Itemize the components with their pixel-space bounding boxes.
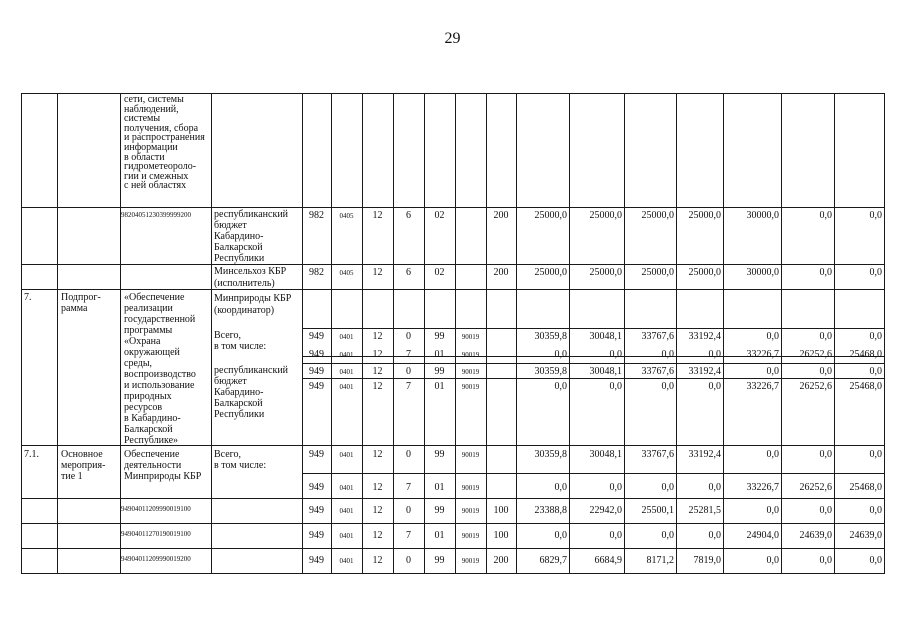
budget-code: 98204051230399999200: [121, 211, 191, 219]
cell-value: 30000,0: [746, 210, 779, 221]
cell-value: 0,0: [554, 381, 567, 392]
cell-dir: 90019: [461, 451, 480, 459]
cell-rzpr: 0401: [339, 383, 354, 391]
cell-value: 0,0: [869, 331, 882, 342]
budget-code: 94904011209990019200: [121, 555, 191, 563]
cell-grbs: 982: [309, 210, 324, 221]
cell-dir: 90019: [461, 557, 480, 565]
row-border: [21, 289, 885, 290]
cell-om: 01: [434, 381, 445, 392]
row-border: [21, 264, 885, 265]
cell-value: 0,0: [609, 381, 622, 392]
cell-value: 25000,0: [534, 210, 567, 221]
cell-value: 0,0: [708, 349, 721, 360]
cell-grbs: 949: [309, 505, 324, 516]
cell-value: 25000,0: [641, 267, 674, 278]
item-type: Основное мероприя- тие 1: [61, 449, 106, 482]
cell-rzpr: 0405: [339, 212, 354, 220]
cell-vr: 200: [493, 555, 509, 566]
cell-value: 0,0: [869, 555, 882, 566]
cell-vr: 100: [493, 530, 509, 541]
item-name: «Обеспечение реализации государственной программы «Охрана окружающей среды, воспроизводство и использование природных ресурсов в Кабардино- Балкарской Республике»: [124, 292, 196, 446]
cell-pgp: 0: [406, 449, 411, 460]
cell-value: 30048,1: [589, 449, 622, 460]
cell-pgp: 0: [406, 331, 411, 342]
cell-value: 25500,1: [641, 505, 674, 516]
item-type: Подпрог- рамма: [61, 292, 101, 314]
cell-om: 02: [434, 210, 445, 221]
cell-value: 0,0: [708, 482, 721, 493]
column-border: [424, 93, 425, 574]
cell-grbs: 949: [309, 555, 324, 566]
cell-value: 0,0: [819, 331, 832, 342]
cell-grbs: 949: [309, 381, 324, 392]
column-border: [569, 93, 570, 574]
cell-value: 33226,7: [746, 482, 779, 493]
cell-value: 0,0: [708, 381, 721, 392]
cell-pgp: 7: [406, 482, 411, 493]
cell-value: 0,0: [869, 449, 882, 460]
cell-rzpr: 0401: [339, 484, 354, 492]
cell-value: 24639,0: [849, 530, 882, 541]
cell-value: 30048,1: [589, 331, 622, 342]
cell-rzpr: 0405: [339, 269, 354, 277]
cell-value: 0,0: [609, 482, 622, 493]
cell-pgp: 0: [406, 555, 411, 566]
cell-gp: 12: [372, 505, 383, 516]
cell-dir: 90019: [461, 333, 480, 341]
column-border: [781, 93, 782, 574]
column-border: [57, 93, 58, 574]
row-border: [302, 328, 885, 329]
item-name: Обеспечение деятельности Минприроды КБР: [124, 449, 202, 482]
cell-pgp: 6: [406, 267, 411, 278]
cell-value: 33767,6: [641, 331, 674, 342]
cell-dir: 90019: [461, 351, 480, 359]
cell-value: 25468,0: [849, 381, 882, 392]
cell-gp: 12: [372, 331, 383, 342]
cell-value: 8171,2: [646, 555, 674, 566]
cell-value: 24639,0: [799, 530, 832, 541]
cell-value: 0,0: [661, 530, 674, 541]
cell-value: 25468,0: [849, 349, 882, 360]
cell-value: 0,0: [766, 505, 779, 516]
cell-value: 33767,6: [641, 366, 674, 377]
total-label: Всего, в том числе:: [214, 449, 267, 471]
cell-value: 6684,9: [594, 555, 622, 566]
cell-value: 0,0: [819, 449, 832, 460]
cell-value: 25000,0: [688, 267, 721, 278]
cell-dir: 90019: [461, 484, 480, 492]
cell-value: 0,0: [819, 210, 832, 221]
row-border: [302, 378, 885, 379]
cell-dir: 90019: [461, 383, 480, 391]
cell-value: 7819,0: [693, 555, 721, 566]
cell-value: 30359,8: [534, 331, 567, 342]
column-border: [486, 93, 487, 574]
page-number: 29: [444, 30, 461, 47]
row-border: [21, 207, 885, 208]
budget-code: 94904011270190019100: [121, 530, 191, 538]
cell-value: 0,0: [819, 267, 832, 278]
cell-value: 0,0: [766, 331, 779, 342]
column-border: [676, 93, 677, 574]
cell-dir: 90019: [461, 368, 480, 376]
cell-value: 33192,4: [688, 331, 721, 342]
column-border: [120, 93, 121, 574]
cell-dir: 90019: [461, 532, 480, 540]
cell-value: 0,0: [766, 555, 779, 566]
cell-value: 0,0: [661, 482, 674, 493]
cell-value: 24904,0: [746, 530, 779, 541]
cell-om: 99: [434, 555, 445, 566]
item-number: 7.: [24, 292, 32, 303]
cell-pgp: 6: [406, 210, 411, 221]
cell-vr: 200: [493, 267, 509, 278]
row-border: [21, 548, 885, 549]
coordinator: Минприроды КБР (координатор): [214, 293, 292, 316]
cell-value: 25000,0: [534, 267, 567, 278]
cell-value: 0,0: [869, 267, 882, 278]
cell-grbs: 949: [309, 366, 324, 377]
cell-grbs: 949: [309, 530, 324, 541]
cell-om: 02: [434, 267, 445, 278]
cell-value: 33226,7: [746, 349, 779, 360]
cell-value: 25000,0: [641, 210, 674, 221]
cell-value: 25000,0: [589, 210, 622, 221]
cell-rzpr: 0401: [339, 451, 354, 459]
cell-grbs: 949: [309, 449, 324, 460]
cell-value: 0,0: [661, 381, 674, 392]
cell-value: 25000,0: [688, 210, 721, 221]
cell-gp: 12: [372, 449, 383, 460]
cell-value: 22942,0: [589, 505, 622, 516]
cell-om: 01: [434, 482, 445, 493]
cell-value: 33226,7: [746, 381, 779, 392]
row-border: [302, 473, 885, 474]
cell-value: 26252,6: [799, 482, 832, 493]
column-border: [884, 93, 885, 574]
funding-source: республиканский бюджет Кабардино- Балкарской Республики: [214, 209, 289, 264]
cell-value: 30048,1: [589, 366, 622, 377]
row-border: [21, 523, 885, 524]
cell-value: 33192,4: [688, 366, 721, 377]
cell-value: 25281,5: [688, 505, 721, 516]
item-number: 7.1.: [24, 449, 39, 460]
cell-gp: 12: [372, 366, 383, 377]
cell-vr: 100: [493, 505, 509, 516]
cell-value: 33767,6: [641, 449, 674, 460]
cell-rzpr: 0401: [339, 333, 354, 341]
column-border: [393, 93, 394, 574]
cell-value: 0,0: [869, 505, 882, 516]
cell-value: 25468,0: [849, 482, 882, 493]
cell-gp: 12: [372, 210, 383, 221]
cell-gp: 12: [372, 530, 383, 541]
cell-value: 0,0: [819, 505, 832, 516]
cell-om: 99: [434, 505, 445, 516]
row-border: [302, 363, 885, 364]
cell-value: 6829,7: [539, 555, 567, 566]
column-border: [302, 93, 303, 574]
cell-dir: 90019: [461, 507, 480, 515]
cell-rzpr: 0401: [339, 557, 354, 565]
column-border: [455, 93, 456, 574]
executor: Минсельхоз КБР (исполнитель): [214, 266, 287, 289]
cell-om: 01: [434, 530, 445, 541]
cell-value: 23388,8: [534, 505, 567, 516]
cell-pgp: 7: [406, 530, 411, 541]
cell-grbs: 982: [309, 267, 324, 278]
cell-value: 0,0: [708, 530, 721, 541]
column-border: [21, 93, 22, 574]
column-border: [362, 93, 363, 574]
activity-description: сети, системы наблюдений, системы получения, сбора и распространения информации в области гидрометеороло- гии и смежных с ней областях: [124, 94, 205, 192]
cell-value: 0,0: [554, 349, 567, 360]
cell-pgp: 7: [406, 381, 411, 392]
row-border: [21, 573, 885, 574]
cell-pgp: 7: [406, 349, 411, 360]
cell-value: 0,0: [554, 482, 567, 493]
cell-gp: 12: [372, 349, 383, 360]
cell-gp: 12: [372, 381, 383, 392]
cell-value: 30359,8: [534, 366, 567, 377]
cell-value: 0,0: [554, 530, 567, 541]
cell-value: 33192,4: [688, 449, 721, 460]
cell-om: 99: [434, 449, 445, 460]
cell-gp: 12: [372, 267, 383, 278]
cell-value: 30000,0: [746, 267, 779, 278]
cell-value: 25000,0: [589, 267, 622, 278]
row-border: [21, 498, 885, 499]
cell-om: 01: [434, 349, 445, 360]
cell-rzpr: 0401: [339, 532, 354, 540]
total-label: Всего, в том числе:: [214, 330, 267, 352]
cell-grbs: 949: [309, 331, 324, 342]
cell-value: 26252,6: [799, 349, 832, 360]
cell-value: 0,0: [819, 366, 832, 377]
cell-grbs: 949: [309, 482, 324, 493]
column-border: [723, 93, 724, 574]
column-border: [624, 93, 625, 574]
cell-value: 0,0: [819, 555, 832, 566]
cell-value: 30359,8: [534, 449, 567, 460]
cell-grbs: 949: [309, 349, 324, 360]
cell-value: 0,0: [609, 530, 622, 541]
cell-value: 0,0: [766, 366, 779, 377]
cell-rzpr: 0401: [339, 507, 354, 515]
cell-value: 26252,6: [799, 381, 832, 392]
cell-om: 99: [434, 331, 445, 342]
cell-om: 99: [434, 366, 445, 377]
cell-rzpr: 0401: [339, 351, 354, 359]
column-border: [516, 93, 517, 574]
cell-rzpr: 0401: [339, 368, 354, 376]
cell-vr: 200: [493, 210, 509, 221]
cell-pgp: 0: [406, 505, 411, 516]
column-border: [331, 93, 332, 574]
cell-pgp: 0: [406, 366, 411, 377]
column-border: [834, 93, 835, 574]
cell-value: 0,0: [661, 349, 674, 360]
cell-gp: 12: [372, 555, 383, 566]
cell-value: 0,0: [609, 349, 622, 360]
budget-code: 94904011209990019100: [121, 505, 191, 513]
cell-value: 0,0: [766, 449, 779, 460]
funding-source: республиканский бюджет Кабардино- Балкарской Республики: [214, 365, 289, 420]
cell-value: 0,0: [869, 366, 882, 377]
cell-value: 0,0: [869, 210, 882, 221]
cell-gp: 12: [372, 482, 383, 493]
